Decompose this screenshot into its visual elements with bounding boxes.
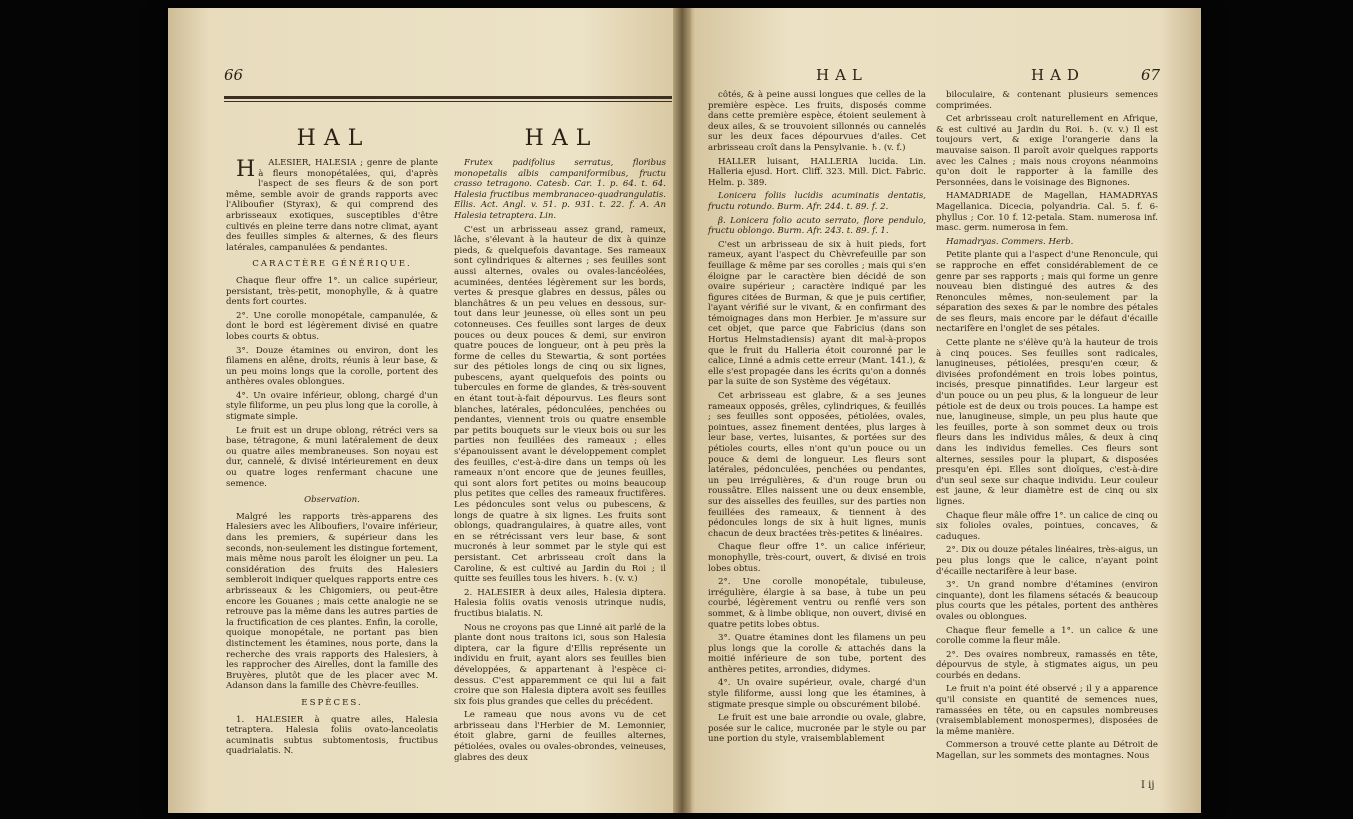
paragraph: Frutex padifolius serratus, floribus monopetalis albis campaniformibus, fructu crasso tetragono. Catesb. Car. 1. p. 64. t. 64. Halesia fructibus membranaceo-quadrangulatis. Ellis. Act. Angl. v. 51. p. 931. t. 22. f. A. An Halesia tetraptera. Lin. <box>454 158 666 221</box>
header-rule <box>224 96 672 99</box>
paragraph: 2°. Dix ou douze pétales linéaires, très-aigus, un peu plus longs que le calice, n'ayant point d'écaille nectarifère à leur base. <box>936 545 1158 577</box>
paragraph: HALLER luisant, HALLERIA lucida. Lin. Halleria ejusd. Hort. Cliff. 323. Mill. Dict. Fabric. Helm. p. 389. <box>708 156 926 188</box>
right-page <box>686 8 1201 813</box>
drop-cap: H <box>236 157 256 182</box>
paragraph: Le rameau que nous avons vu de cet arbrisseau dans l'Herbier de M. Lemonnier, étoit glabre, garni de feuilles alternes, pétiolées, ovales ou ovales-obrondes, veineuses, glabres des deux <box>454 710 666 763</box>
paragraph: Chaque fleur mâle offre 1°. un calice de cinq ou six folioles ovales, pointues, concaves, & caduques. <box>936 510 1158 542</box>
paragraph: 2°. Une corolle monopétale, campanulée, & dont le bord est légèrement divisé en quatre lobes courts & obtus. <box>226 310 438 342</box>
paragraph: Lonicera foliis lucidis acuminatis dentatis, fructu rotundo. Burm. Afr. 244. t. 89. f. 2. <box>708 191 926 212</box>
paragraph: Malgré les rapports très-apparens des Halesiers avec les Aliboufiers, l'ovaire inférieur, dans les premiers, & supérieur dans les seconds, non-seulement les distingue fortement, mais même nous paroît les éloigner un peu. La considération des fruits des Halesiers sembleroit indiquer quelques rapports entre ces arbrisseaux & les Chigomiers, ou peut-être encore les Gouanes ; mais cette analogie ne se retrouve pas la même dans les autres parties de la fructification de ces plantes. Enfin, la corolle, quoique monopétale, ne portant pas bien distinctement les étamines, nous porte, dans la recherche des vrais rapports des Halesiers, à les rapprocher des Airelles, dont la famille des Bruyères, plutôt que de les placer avec M. Adanson dans la famille des Chèvre-feuilles. <box>226 511 438 692</box>
section-heading: ESPÈCES. <box>301 697 363 708</box>
paragraph: 2°. Une corolle monopétale, tubuleuse, irrégulière, élargie à sa base, à tube un peu courbé, légèrement ventru ou renflé vers son sommet, & à limbe oblique, non ouvert, divisé en quatre petits lobes obtus. <box>708 577 926 630</box>
paragraph: 2°. Des ovaires nombreux, ramassés en tête, dépourvus de style, à stigmates aigus, un peu courbés en dedans. <box>936 649 1158 681</box>
left-page-column-2 <box>454 158 666 763</box>
paragraph: Hamadryas. Commers. Herb. <box>946 236 1074 247</box>
section-heading: CARACTÈRE GÉNÉRIQUE. <box>252 259 412 270</box>
left-page-column-1 <box>226 157 438 757</box>
column-headline-right: HAL <box>524 126 599 151</box>
paragraph: H ALESIER, HALESIA ; genre de plante à fleurs monopétalées, qui, d'après l'aspect de ses fleurs & de son port même, semble avoir de grands rapports avec l'Aliboufier (Styrax), & qui comprend des arbrisseaux exotiques, susceptibles d'être cultivés en pleine terre dans notre climat, ayant des feuilles simples & alternes, & des fleurs latérales, campanulées & pendantes. <box>226 157 438 253</box>
paragraph: Le fruit est un drupe oblong, rétréci vers sa base, tétragone, & muni latéralement de deux ou quatre ailes membraneuses. Son noyau est dur, cannelé, & divisé intérieurement en deux ou quatre loges renfermant chacune une semence. <box>226 425 438 489</box>
column-headline-left: HAL <box>296 126 371 151</box>
page-number-left: 66 <box>224 66 244 84</box>
paragraph: Chaque fleur offre 1°. un calice inférieur, monophylle, très-court, ouvert, & divisé en trois lobes obtus. <box>708 542 926 574</box>
paragraph: C'est un arbrisseau de six à huit pieds, fort rameux, ayant l'aspect du Chèvrefeuille par son feuillage & même par ses corolles ; mais qui s'en éloigne par le caractère bien décidé de son ovaire supérieur ; caractère indiqué par les figures citées de Burman, & que je puis certifier, l'ayant vérifié sur le vivant, & en confirmant des témoignages dans mon Herbier. Je m'assure sur cet objet, que parce que Fabricius (dans son Hortus Helmstadiensis) ayant dit mal-à-propos que le fruit du Halleria étoit couronné par le calice, Linné a admis cette erreur (Mant. 141.), & elle s'est propagée dans les écrits qu'on a donnés par la suite de son Système des végétaux. <box>708 239 926 388</box>
section-heading: Observation. <box>304 495 360 506</box>
paragraph: Le fruit n'a point été observé ; il y a apparence qu'il consiste en quantité de semences nues, ramassées en tête, ou en capsules nombreuses (vraisemblablement monospermes), disposées de la même manière. <box>936 684 1158 737</box>
paragraph: 3°. Douze étamines ou environ, dont les filamens en alêne, droits, réunis à leur base, & un peu moins longs que la corolle, portent des anthères ovales oblongues. <box>226 345 438 388</box>
paragraph: 3°. Quatre étamines dont les filamens un peu plus longs que la corolle & attachés dans la moitié inférieure de son tube, portent des anthères petites, arrondies, didymes. <box>708 633 926 675</box>
paragraph: C'est un arbrisseau assez grand, rameux, lâche, s'élevant à la hauteur de dix à quinze pieds, & quelquefois davantage. Ses rameaux sont cylindriques & alternes ; ses feuilles sont aussi alternes, ovales ou ovales-lancéolées, acuminées, dentées légèrement sur les bords, vertes & presque glabres en dessus, pâles ou blanchâtres & un peu velues en dessous, sur-tout dans leur jeunesse, où elles sont un peu cotonneuses. Ces feuilles sont larges de deux pouces ou deux pouces & demi, sur environ quatre pouces de longueur, ont à peu près la forme de celles du Stewartia, & sont portées sur des pétioles longs de cinq ou six lignes, pubescens, ayant quelquefois des points ou tubercules en forme de glandes, & très-souvent en étant tout-à-fait dépourvus. Les fleurs sont blanches, latérales, pédonculées, penchées ou pendantes, viennent trois ou quatre ensemble par petits bouquets sur le vieux bois ou sur les parties non feuillées des rameaux ; elles s'épanouissent avant le développement complet des feuilles, c'est-à-dire dans un temps où les rameaux n'ont encore que de jeunes feuilles, qui sont alors fort petites ou moins beaucoup plus petites que celles des rameaux fructifères. Les pédoncules sont velus ou pubescens, & longs de quatre à six lignes. Les fruits sont oblongs, quadrangulaires, à quatre ailes, vont en se rétrécissant vers leur base, & sont mucronés à leur sommet par le style qui est persistant. Cet arbrisseau croît dans la Caroline, & est cultivé au Jardin du Roi ; il quitte ses feuilles tous les hivers. ♄. (v. v.) <box>454 224 666 585</box>
paragraph: Chaque fleur femelle a 1°. un calice & une corolle comme la fleur mâle. <box>936 625 1158 647</box>
paragraph: Cet arbrisseau est glabre, & a ses jeunes rameaux opposés, grêles, cylindriques, & feuillés ; ses feuilles sont opposées, pétiolées, ovales, pointues, assez finement dentées, plus larges à leur base, vertes, luisantes, & portées sur des pétioles courts, elles n'ont qu'un pouce ou un pouce & demi de longueur. Les fleurs sont latérales, pédonculées, penchées ou pendantes, un peu irrégulières, & d'un rouge brun ou roussâtre. Elles naissent une ou deux ensemble, sur des aisselles des feuilles, sur des parties non feuillées des rameaux, & tiennent à des pédoncules longs de six à huit lignes, munis chacun de deux bractées très-petites & linéaires. <box>708 391 926 539</box>
paragraph: 1. HALESIER à quatre ailes, Halesia tetraptera. Halesia foliis ovato-lanceolatis acuminatis subtus subtomentosis, fructibus quadrialatis. N. <box>226 714 438 757</box>
paragraph: 3°. Un grand nombre d'étamines (environ cinquante), dont les filamens sétacés & beaucoup plus courts que les pétales, portent des anthères ovales ou oblongues. <box>936 580 1158 622</box>
running-head-left: HAL <box>816 66 868 84</box>
paragraph: 2. HALESIER à deux ailes, Halesia diptera. Halesia foliis ovatis venosis utrinque nudis, fructibus bialatis. N. <box>454 587 666 619</box>
paragraph: Cet arbrisseau croît naturellement en Afrique, & est cultivé au Jardin du Roi. ♄. (v. v.) Il est toujours vert, & exige l'orangerie dans la mauvaise saison. Il paroît avoir quelques rapports avec les Calnes ; mais nous croyons néanmoins qu'on doit le rapporter à la famille des Personnées, dans le voisinage des Bignones. <box>936 114 1158 188</box>
signature-mark: I ij <box>1141 780 1155 791</box>
paragraph: Nous ne croyons pas que Linné ait parlé de la plante dont nous traitons ici, sous son Halesia diptera, car la figure d'Ellis représente un individu en fruit, ayant alors ses feuilles bien développées, & appartenant à l'espèce ci-dessus. C'est apparemment ce qui lui a fait croire que son Halesia diptera avoit ses feuilles six fois plus grandes que celles du précédent. <box>454 622 666 707</box>
paragraph: Petite plante qui a l'aspect d'une Renoncule, qui se rapproche en effet considérablement de ce genre par ses rapports ; mais qui forme un genre nouveau bien distingué des autres & des Renoncules mêmes, non-seulement par la séparation des sexes & par le nombre des pétales de ses fleurs, mais encore par le défaut d'écaille nectarifère en l'onglet de ses pétales. <box>936 250 1158 335</box>
paragraph: Le fruit est une baie arrondie ou ovale, glabre, posée sur le calice, mucronée par le style ou par une portion du style, vraisemblablement <box>708 713 926 745</box>
paragraph: HAMADRIADE de Magellan, HAMADRYAS Magellanica. Dicecia, polyandria. Cal. 5. f. 6-phyllus ; Cor. 10 f. 12-petala. Stam. numerosa inf. masc. germ. numerosa in fem. <box>936 191 1158 234</box>
paragraph: côtés, & à peine aussi longues que celles de la première espèce. Les fruits, disposés comme dans cette première espèce, étoient seulement à deux ailes, & se trouvoient sillonnés ou cannelés sur les deux faces dépourvues d'ailes. Cet arbrisseau croît dans la Pensylvanie. ♄. (v. f.) <box>708 90 926 153</box>
right-page-column-2 <box>936 90 1158 770</box>
running-head-right: HAD <box>1031 66 1085 84</box>
paragraph: 4°. Un ovaire inférieur, oblong, chargé d'un style filiforme, un peu plus long que la corolle, à stigmate simple. <box>226 390 438 423</box>
paragraph: Chaque fleur offre 1°. un calice supérieur, persistant, très-petit, monophylle, & à quatre dents fort courtes. <box>226 275 438 308</box>
page-number-right: 67 <box>1141 66 1161 84</box>
header-rule-thin <box>224 101 672 102</box>
paragraph: biloculaire, & contenant plusieurs semences comprimées. <box>936 90 1158 111</box>
paragraph: 4°. Un ovaire supérieur, ovale, chargé d'un style filiforme, aussi long que les étamines, à stigmate presque simple ou obscurément bilobé. <box>708 678 926 710</box>
left-page <box>168 8 678 813</box>
paragraph: Cette plante ne s'élève qu'à la hauteur de trois à cinq pouces. Ses feuilles sont radicales, lanugineuses, pétiolées, presqu'en cœur, & divisées profondément en trois lobes pointus, incisés, presque pinnatifides. Leur largeur est d'un pouce ou un peu plus, & la longueur de leur pétiole est de deux ou trois pouces. La hampe est nue, lanugineuse, simple, un peu plus haute que les feuilles, porte à son sommet deux ou trois fleurs dans les individus mâles, & deux à cinq dans les individus femelles. Ces fleurs sont alternes, sessiles pour la plupart, & disposées presqu'en épi. Elles sont dioïques, c'est-à-dire d'un seul sexe sur chaque individu. Leur couleur est jaune, & leur diamètre est de cinq ou six lignes. <box>936 338 1158 507</box>
paragraph: β. Lonicera folio acuto serrato, flore pendulo, fructu oblongo. Burm. Afr. 243. t. 89. f. 1. <box>708 215 926 237</box>
book-spread <box>168 8 1201 813</box>
paragraph: Commerson a trouvé cette plante au Détroit de Magellan, sur les sommets des montagnes. Nous <box>936 740 1158 762</box>
right-page-column-1 <box>708 90 926 745</box>
